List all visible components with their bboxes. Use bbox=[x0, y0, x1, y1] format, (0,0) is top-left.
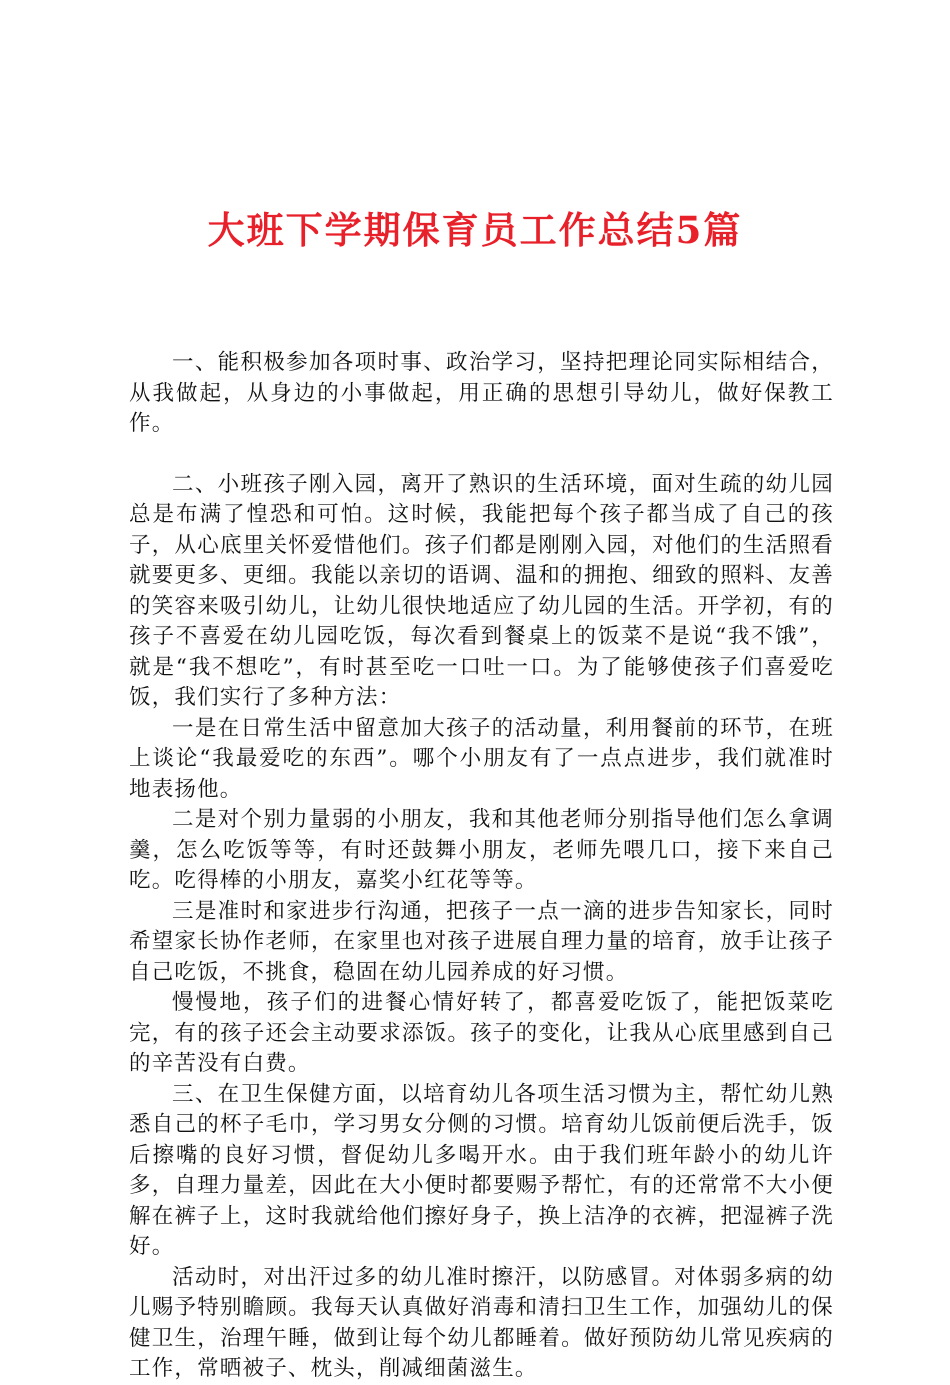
document-title: 大班下学期保育员工作总结5篇 bbox=[207, 208, 743, 252]
paragraph-gap bbox=[129, 440, 834, 470]
paragraph-3: 一是在日常生活中留意加大孩子的活动量，利用餐前的环节，在班上谈论“我最爱吃的东西”。哪个小朋友有了一点点进步，我们就准时地表扬他。 bbox=[129, 715, 834, 802]
paragraph-8: 活动时，对出汗过多的幼儿准时擦汗，以防感冒。对体弱多病的幼儿赐予特别瞻顾。我每天认真做好消毒和清扫卫生工作，加强幼儿的保健卫生，治理午睡，做到让每个幼儿都睡着。做好预防幼儿常见疾病的工作，常晒被子、枕头，削减细菌滋生。 bbox=[129, 1264, 834, 1381]
paragraph-4: 二是对个别力量弱的小朋友，我和其他老师分别指导他们怎么拿调羹，怎么吃饭等等，有时还鼓舞小朋友，老师先喂几口，接下来自己吃。吃得棒的小朋友，嘉奖小红花等等。 bbox=[129, 807, 834, 893]
paragraph-7: 三、在卫生保健方面，以培育幼儿各项生活习惯为主，帮忙幼儿熟悉自己的杯子毛巾，学习男女分侧的习惯。培育幼儿饭前便后洗手，饭后擦嘴的良好习惯，督促幼儿多喝开水。由于我们班年龄小的幼儿许多，自理力量差，因此在大小便时都要赐予帮忙，有的还常常不大小便解在裤子上，这时我就给他们擦好身子，换上洁净的衣裤，把湿裤子洗好。 bbox=[129, 1081, 834, 1259]
paragraph-5: 三是准时和家进步行沟通，把孩子一点一滴的进步告知家长，同时希望家长协作老师，在家里也对孩子进展自理力量的培育，放手让孩子自己吃饭，不挑食，稳固在幼儿园养成的好习惯。 bbox=[129, 898, 834, 985]
document-body bbox=[129, 348, 834, 1385]
paragraph-1: 一、能积极参加各项时事、政治学习，坚持把理论同实际相结合，从我做起，从身边的小事做起，用正确的思想引导幼儿，做好保教工作。 bbox=[129, 350, 834, 436]
paragraph-6: 慢慢地，孩子们的进餐心情好转了，都喜爱吃饭了，能把饭菜吃完，有的孩子还会主动要求添饭。孩子的变化，让我从心底里感到自己的辛苦没有白费。 bbox=[129, 990, 834, 1076]
paragraph-2: 二、小班孩子刚入园，离开了熟识的生活环境，面对生疏的幼儿园总是布满了惶恐和可怕。这时候，我能把每个孩子都当成了自己的孩子，从心底里关怀爱惜他们。孩子们都是刚刚入园，对他们的生活照看就要更多、更细。我能以亲切的语调、温和的拥抱、细致的照料、友善的笑容来吸引幼儿，让幼儿很快地适应了幼儿园的生活。开学初，有的孩子不喜爱在幼儿园吃饭，每次看到餐桌上的饭菜不是说“我不饿”，就是“我不想吃”，有时甚至吃一口吐一口。为了能够使孩子们喜爱吃饭，我们实行了多种方法： bbox=[129, 471, 834, 710]
